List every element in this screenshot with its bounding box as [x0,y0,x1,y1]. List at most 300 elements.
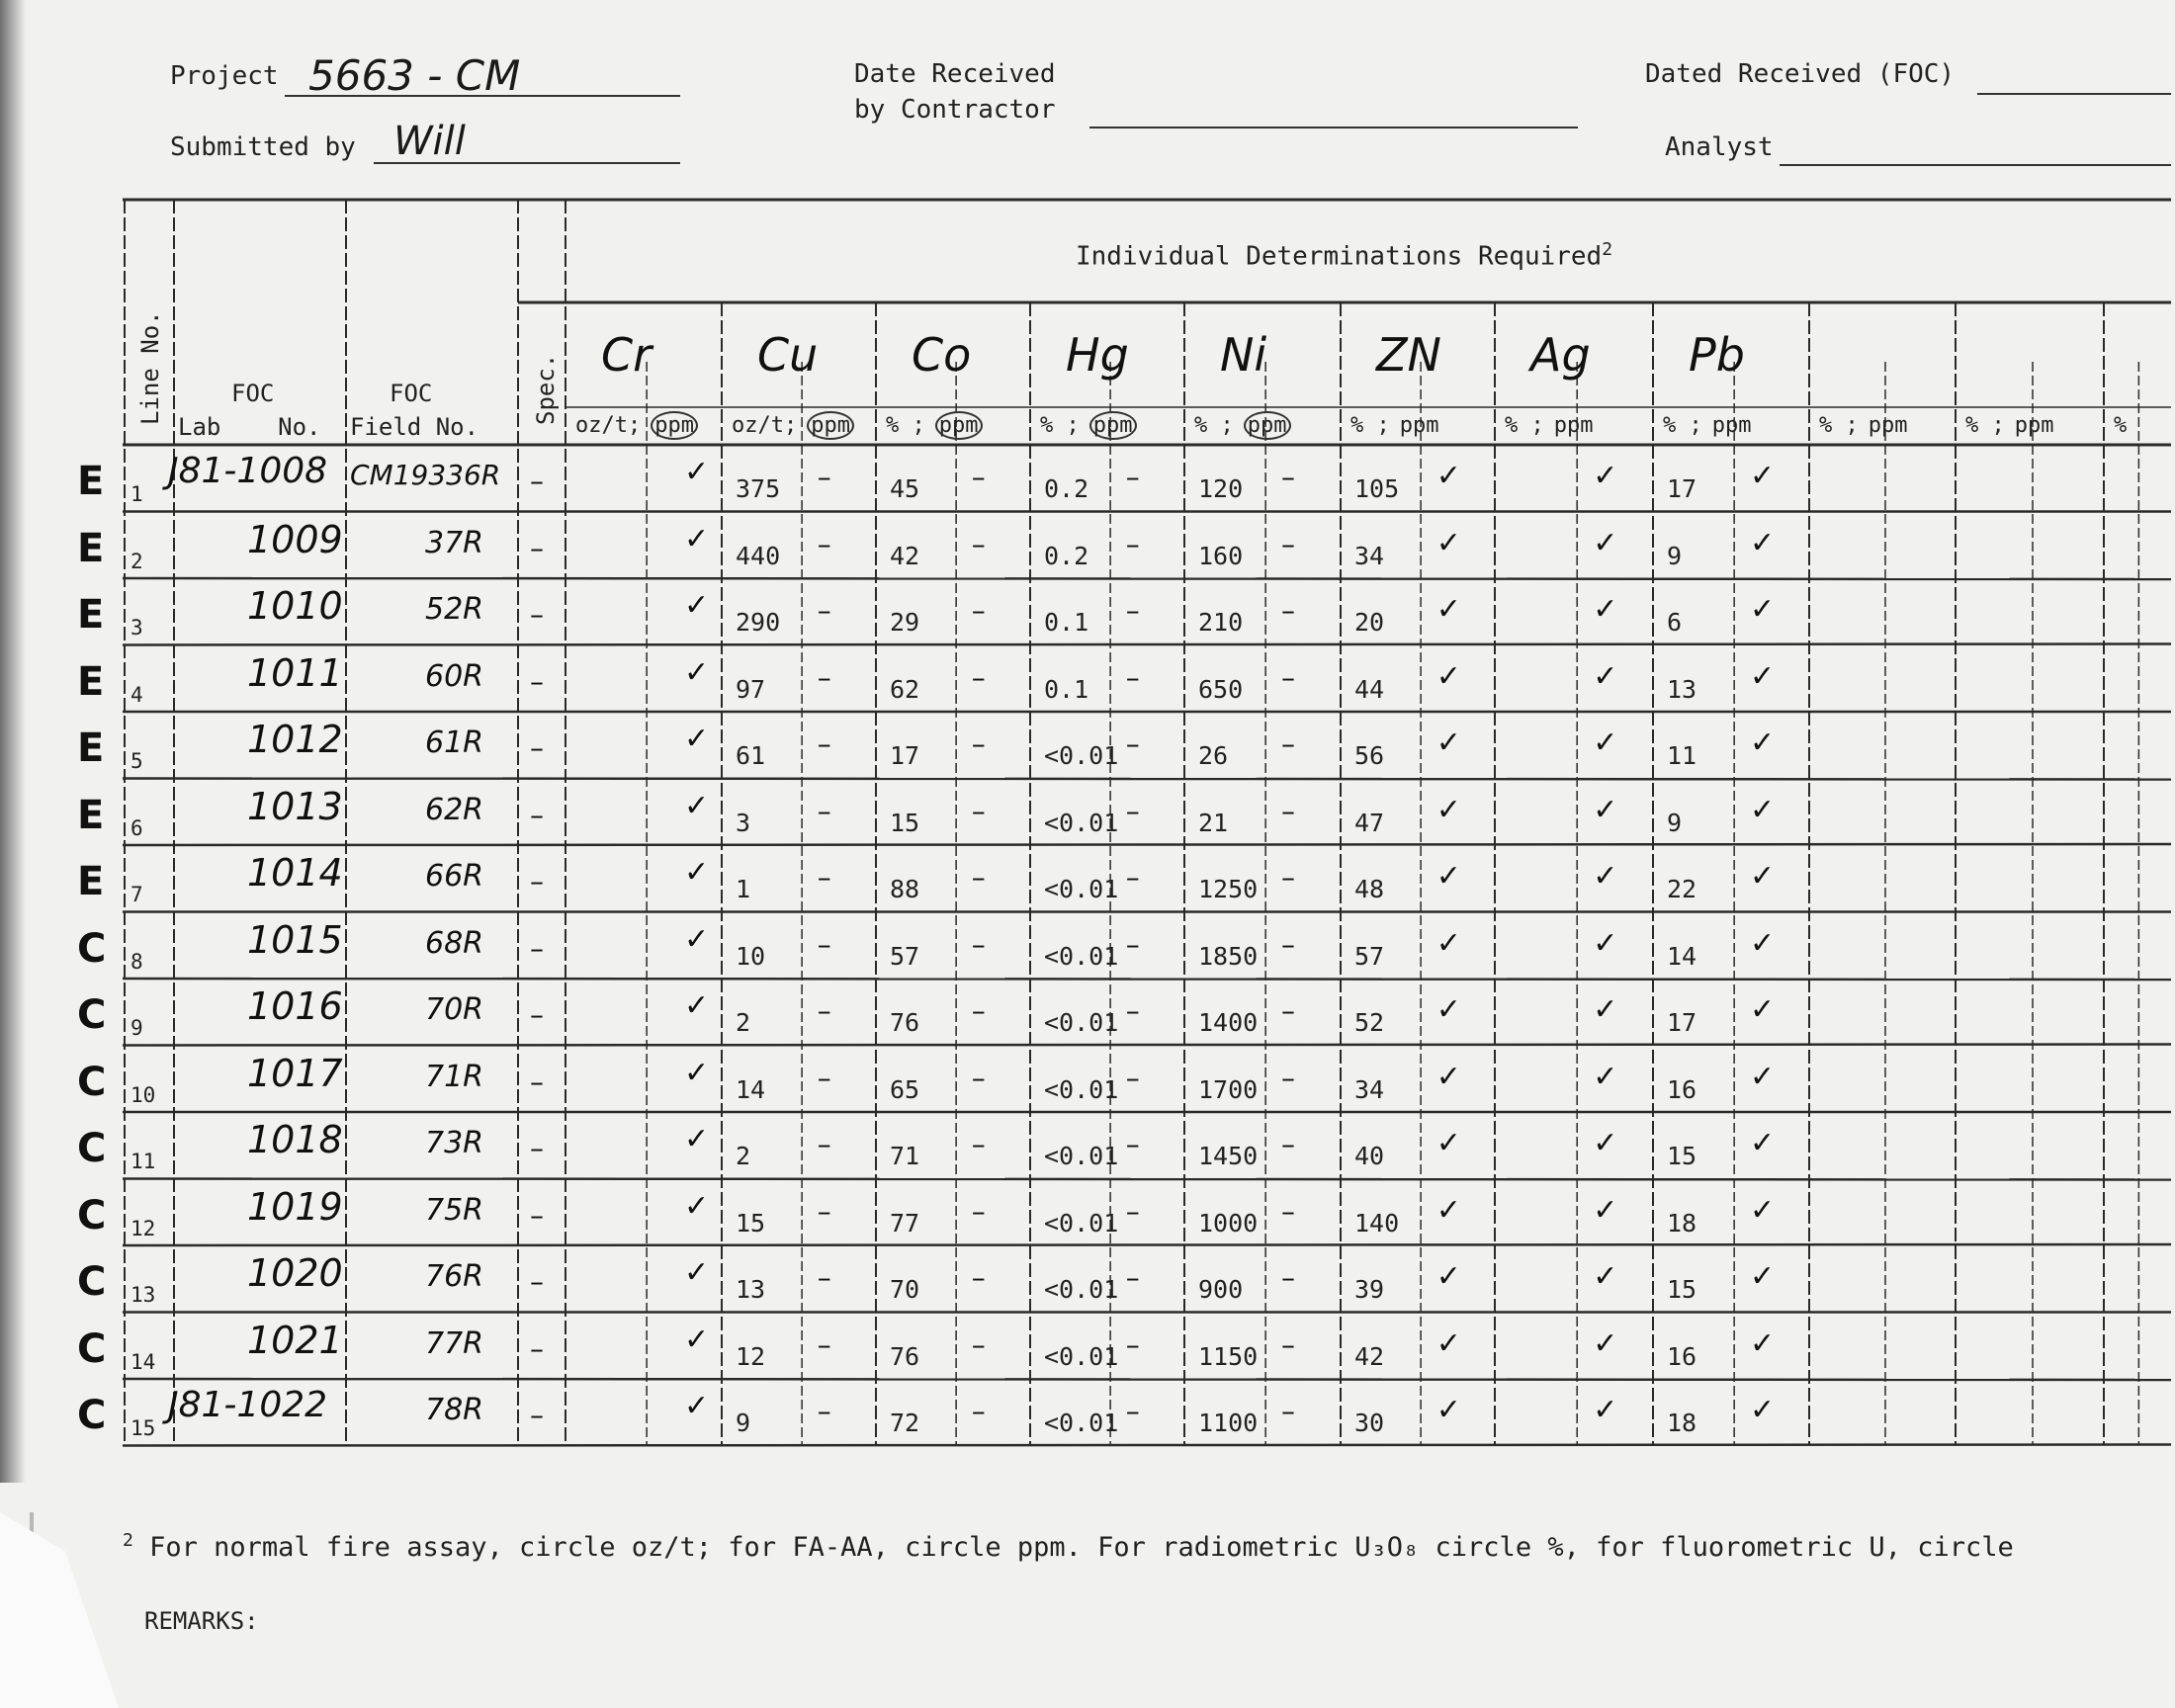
foc-field-number: 62R [425,792,484,827]
check-mark: ✓ [684,1322,710,1357]
unit-option: ppm [807,411,854,440]
dash-mark: – [1280,1261,1295,1294]
dated-received-foc-label: Dated Received (FOC) [1645,59,1956,89]
value-pb: 13 [1667,674,1697,704]
check-mark: ✓ [1436,1325,1461,1361]
value-hg: <0.01 [1044,941,1119,971]
dash-mark: – [1125,1061,1140,1094]
unit-option: % ; [886,413,925,438]
foc-field-header-2: Field No. [350,413,479,441]
row-divider [123,1445,2171,1446]
line-number: 15 [130,1416,156,1440]
dash-mark: – [1280,1327,1295,1361]
dash-mark: – [971,1261,986,1294]
value-zn: 40 [1354,1142,1385,1170]
check-mark: ✓ [1749,1059,1776,1094]
value-pb: 6 [1667,608,1683,637]
line-number: 8 [130,949,143,974]
line-number: 11 [130,1150,156,1173]
dash-mark: – [1125,594,1140,627]
unit-header [1663,413,1752,438]
row-code-letter: C [77,1126,107,1171]
project-value: 5663 - CM [308,51,521,100]
row-code-letter: C [77,1059,107,1105]
value-ni: 1100 [1198,1409,1259,1437]
check-mark: ✓ [684,1389,710,1423]
foc-lab-number: 1020 [247,1251,343,1295]
value-co: 29 [890,608,920,637]
spec-mark: – [530,798,544,831]
dash-mark: – [1125,1327,1140,1361]
value-ni: 1150 [1198,1341,1259,1371]
spec-mark: – [530,598,544,631]
value-pb: 16 [1667,1341,1697,1371]
determinations-title: Individual Determinations Required$^2$ [1076,239,1613,272]
value-zn: 56 [1354,741,1385,770]
unit-option: oz/t; [575,413,642,438]
project-label: Project [170,61,279,91]
unit-header [1040,413,1137,438]
value-cu: 375 [736,474,781,503]
unit-option: ppm [1868,413,1908,438]
check-mark: ✓ [1436,1393,1461,1427]
dash-mark: – [1280,927,1295,961]
check-mark: ✓ [1593,1259,1618,1294]
row-divider [123,1379,2171,1380]
foc-field-number: 75R [425,1192,484,1228]
element-header-ni: Ni [1220,328,1267,382]
element-header-cu: Cu [757,328,819,382]
line-number: 3 [130,616,143,640]
dash-mark: – [817,861,831,894]
line-number: 10 [130,1082,156,1107]
value-co: 15 [890,808,920,837]
value-ni: 21 [1198,808,1229,837]
value-ni: 1450 [1198,1142,1259,1170]
submitted-label: Submitted by [170,132,356,162]
value-hg: <0.01 [1044,1275,1119,1304]
unit-option: % ; [1040,413,1080,438]
unit-option: ppm [1553,413,1594,438]
value-ni: 210 [1198,608,1244,637]
dash-mark: – [1125,1194,1140,1228]
value-hg: <0.01 [1044,1409,1119,1437]
value-pb: 17 [1667,474,1697,503]
dash-mark: – [1125,794,1140,827]
check-mark: ✓ [684,654,710,690]
row-code-letter: C [77,1325,107,1372]
check-mark: ✓ [1749,525,1776,560]
check-mark: ✓ [1749,726,1776,760]
dash-mark: – [1280,461,1295,493]
value-zn: 30 [1354,1409,1385,1437]
value-hg: <0.01 [1044,1142,1119,1170]
value-co: 71 [890,1142,920,1170]
foc-field-number: CM19336R [350,459,501,491]
value-co: 72 [890,1409,920,1437]
check-mark: ✓ [1749,1325,1776,1361]
unit-header [1505,413,1594,438]
value-co: 70 [890,1275,920,1304]
dash-mark: – [1125,660,1140,694]
check-mark: ✓ [1436,1059,1461,1094]
dash-mark: – [1280,1194,1295,1228]
check-mark: ✓ [684,855,710,890]
dash-mark: – [1280,1395,1295,1427]
value-co: 88 [890,875,920,903]
dash-mark: – [1280,1061,1295,1094]
unit-header [1350,413,1439,438]
line-no-header: Line No. [136,310,164,425]
check-mark: ✓ [1436,859,1461,894]
check-mark: ✓ [1593,792,1618,827]
dash-mark: – [971,461,986,493]
check-mark: ✓ [1749,459,1776,493]
dash-mark: – [1125,994,1140,1027]
spec-mark: – [530,1265,544,1298]
foc-lab-number: 1013 [247,784,343,828]
unit-header [1819,413,1908,438]
unit-header [732,413,854,438]
foc-field-number: 52R [425,592,484,627]
check-mark: ✓ [684,921,710,957]
spec-mark: – [530,465,544,497]
analyst-label: Analyst [1665,132,1774,162]
value-cu: 97 [736,674,766,704]
dash-mark: – [817,1395,831,1427]
dash-mark: – [817,794,831,827]
check-mark: ✓ [1749,1126,1776,1160]
value-pb: 17 [1667,1008,1697,1037]
dash-mark: – [817,1194,831,1228]
foc-field-number: 60R [425,658,484,694]
check-mark: ✓ [1749,1393,1776,1427]
value-pb: 15 [1667,1275,1697,1304]
value-pb: 22 [1667,875,1697,903]
value-co: 45 [890,474,920,503]
check-mark: ✓ [1749,925,1776,961]
row-divider [123,779,2171,780]
value-pb: 9 [1667,808,1683,837]
dash-mark: – [1280,1128,1295,1160]
foc-field-number: 76R [425,1259,484,1294]
value-cu: 9 [736,1409,751,1437]
dash-mark: – [971,927,986,961]
check-mark: ✓ [684,1255,710,1290]
value-pb: 14 [1667,941,1697,971]
row-divider [123,1179,2171,1180]
element-header-pb: Pb [1689,328,1745,382]
value-zn: 42 [1354,1341,1385,1371]
check-mark: ✓ [1593,859,1618,894]
value-cu: 1 [736,875,751,903]
check-mark: ✓ [1593,1393,1618,1427]
unit-header [575,413,698,438]
check-mark: ✓ [1593,1059,1618,1094]
line-number: 14 [130,1349,156,1374]
value-zn: 44 [1354,674,1385,704]
value-cu: 2 [736,1142,751,1170]
unit-option: % [2114,413,2128,438]
value-co: 62 [890,674,920,704]
check-mark: ✓ [1593,459,1618,493]
by-contractor-label: by Contractor [854,95,1056,125]
row-code-letter: E [77,658,105,705]
check-mark: ✓ [1436,1192,1461,1228]
foc-lab-number: 1016 [247,984,343,1028]
dash-mark: – [1280,594,1295,627]
dash-mark: – [817,1128,831,1160]
check-mark: ✓ [1749,1259,1776,1294]
value-co: 77 [890,1208,920,1238]
value-zn: 57 [1354,941,1385,971]
foc-field-number: 77R [425,1325,484,1361]
check-mark: ✓ [684,788,710,823]
row-code-letter: E [77,792,105,838]
check-mark: ✓ [1593,592,1618,627]
unit-option: ppm [1399,413,1439,438]
value-co: 76 [890,1008,920,1037]
foc-field-number: 73R [425,1126,484,1160]
line-number: 12 [130,1216,156,1240]
remarks-label: REMARKS: [144,1607,259,1635]
check-mark: ✓ [1436,726,1461,760]
foc-lab-number: 1018 [247,1118,343,1161]
row-code-letter: E [77,726,105,771]
row-code-letter: C [77,1192,107,1238]
line-number: 9 [130,1016,143,1040]
foc-field-number: 37R [425,525,484,560]
value-ni: 1850 [1198,941,1259,971]
check-mark: ✓ [1436,925,1461,961]
dash-mark: – [971,994,986,1027]
value-cu: 12 [736,1341,766,1371]
dash-mark: – [817,927,831,961]
dash-mark: – [1125,527,1140,560]
check-mark: ✓ [1436,525,1461,560]
row-divider [123,844,2171,845]
dash-mark: – [817,1061,831,1094]
spec-mark: – [530,1399,544,1431]
value-co: 42 [890,541,920,570]
line-number: 4 [130,682,143,707]
check-mark: ✓ [1593,525,1618,560]
spec-mark: – [530,1132,544,1164]
value-pb: 16 [1667,1074,1697,1104]
value-pb: 9 [1667,541,1683,570]
value-hg: <0.01 [1044,1341,1119,1371]
dash-mark: – [817,461,831,493]
check-mark: ✓ [1436,1126,1461,1160]
value-zn: 47 [1354,808,1385,837]
value-zn: 52 [1354,1008,1385,1037]
spec-mark: – [530,531,544,564]
unit-option: ppm [1711,413,1752,438]
dash-mark: – [1125,861,1140,894]
value-cu: 13 [736,1275,766,1304]
spec-mark: – [530,998,544,1031]
date-received-label: Date Received [854,59,1056,89]
row-code-letter: C [77,1259,107,1305]
check-mark: ✓ [684,455,710,489]
dash-mark: – [1125,461,1140,493]
value-pb: 18 [1667,1208,1697,1238]
check-mark: ✓ [1749,992,1776,1027]
foc-lab-number: J81-1022 [168,1385,328,1425]
value-hg: <0.01 [1044,1008,1119,1037]
value-cu: 2 [736,1008,751,1037]
element-header-cr: Cr [601,328,652,382]
dash-mark: – [1280,794,1295,827]
unit-option: oz/t; [732,413,798,438]
dash-mark: – [817,1261,831,1294]
value-cu: 290 [736,608,781,637]
value-co: 57 [890,941,920,971]
footnote: $^2$ For normal fire assay, circle oz/t; for FA-AA, circle ppm. For radiometric U₃O₈ circle %, for fluorometric U, circle [123,1530,2014,1563]
check-mark: ✓ [684,1188,710,1224]
check-mark: ✓ [1436,459,1461,493]
spec-mark: – [530,664,544,698]
dash-mark: – [971,1395,986,1427]
element-header-hg: Hg [1066,328,1129,382]
value-zn: 20 [1354,608,1385,637]
dash-mark: – [1280,660,1295,694]
value-hg: <0.01 [1044,808,1119,837]
value-pb: 18 [1667,1409,1697,1437]
value-ni: 120 [1198,474,1244,503]
line-number: 7 [130,883,143,906]
foc-field-number: 70R [425,992,484,1027]
row-code-letter: C [77,992,107,1038]
check-mark: ✓ [1749,1192,1776,1228]
line-number: 5 [130,749,143,773]
line-number: 13 [130,1283,156,1307]
value-zn: 39 [1354,1275,1385,1304]
dash-mark: – [971,594,986,627]
value-cu: 14 [736,1074,766,1104]
unit-option: % ; [1505,413,1544,438]
spec-mark: – [530,1198,544,1232]
dash-mark: – [971,1061,986,1094]
row-divider [123,1045,2171,1046]
dash-mark: – [1125,727,1140,760]
row-code-letter: C [77,925,107,972]
dash-mark: – [1125,1395,1140,1427]
foc-lab-number: 1012 [247,718,343,761]
foc-lab-number: 1011 [247,650,343,695]
foc-lab-header-2: Lab No. [178,413,321,441]
value-hg: <0.01 [1044,875,1119,903]
foc-lab-number: J81-1008 [168,451,328,491]
line-number: 1 [130,482,143,506]
dash-mark: – [1280,994,1295,1027]
dash-mark: – [971,727,986,760]
foc-lab-header-1: FOC [231,380,275,407]
value-hg: 0.1 [1044,674,1089,704]
value-zn: 34 [1354,1074,1385,1104]
dash-mark: – [971,1194,986,1228]
dash-mark: – [1280,527,1295,560]
row-code-letter: C [77,1393,107,1438]
unit-option: % ; [1194,413,1234,438]
foc-field-number: 78R [425,1393,484,1427]
dash-mark: – [971,1327,986,1361]
unit-header [2114,413,2136,438]
row-divider [123,578,2171,579]
value-cu: 61 [736,741,766,770]
check-mark: ✓ [1593,1126,1618,1160]
check-mark: ✓ [684,988,710,1023]
check-mark: ✓ [1593,1325,1618,1361]
check-mark: ✓ [684,588,710,623]
line-number: 2 [130,549,143,573]
line-number: 6 [130,815,143,840]
dash-mark: – [817,1327,831,1361]
check-mark: ✓ [1593,925,1618,961]
dash-mark: – [1280,727,1295,760]
dash-mark: – [817,727,831,760]
value-pb: 15 [1667,1142,1697,1170]
row-code-letter: E [77,592,105,638]
value-hg: <0.01 [1044,741,1119,770]
dash-mark: – [971,660,986,694]
element-header-ag: Ag [1530,328,1591,382]
spec-mark: – [530,731,544,764]
check-mark: ✓ [1436,792,1461,827]
value-cu: 15 [736,1208,766,1238]
dash-mark: – [971,527,986,560]
value-ni: 1000 [1198,1208,1259,1238]
dash-mark: – [817,660,831,694]
element-header-zn: ZN [1376,328,1441,382]
dash-mark: – [817,527,831,560]
foc-lab-number: 1019 [247,1184,343,1229]
dash-mark: – [817,994,831,1027]
foc-lab-number: 1010 [247,584,343,628]
value-zn: 140 [1354,1208,1400,1238]
check-mark: ✓ [1593,726,1618,760]
check-mark: ✓ [1436,592,1461,627]
value-zn: 48 [1354,875,1385,903]
value-hg: 0.2 [1044,474,1089,503]
spec-mark: – [530,1331,544,1365]
check-mark: ✓ [684,1055,710,1090]
value-cu: 10 [736,941,766,971]
check-mark: ✓ [1749,658,1776,694]
row-divider [123,644,2171,645]
value-hg: <0.01 [1044,1208,1119,1238]
value-zn: 34 [1354,541,1385,570]
check-mark: ✓ [1749,592,1776,627]
check-mark: ✓ [1593,992,1618,1027]
dash-mark: – [817,594,831,627]
value-co: 17 [890,741,920,770]
submitted-value: Will [393,119,466,164]
value-hg: 0.1 [1044,608,1089,637]
check-mark: ✓ [1749,792,1776,827]
value-pb: 11 [1667,741,1697,770]
foc-field-number: 66R [425,859,484,894]
dash-mark: – [971,794,986,827]
value-ni: 650 [1198,674,1244,704]
foc-lab-number: 1017 [247,1051,343,1095]
value-ni: 26 [1198,741,1229,770]
spec-header: Spec. [532,353,560,425]
value-cu: 3 [736,808,751,837]
unit-option: % ; [1965,413,2005,438]
unit-header [886,413,983,438]
value-hg: 0.2 [1044,541,1089,570]
